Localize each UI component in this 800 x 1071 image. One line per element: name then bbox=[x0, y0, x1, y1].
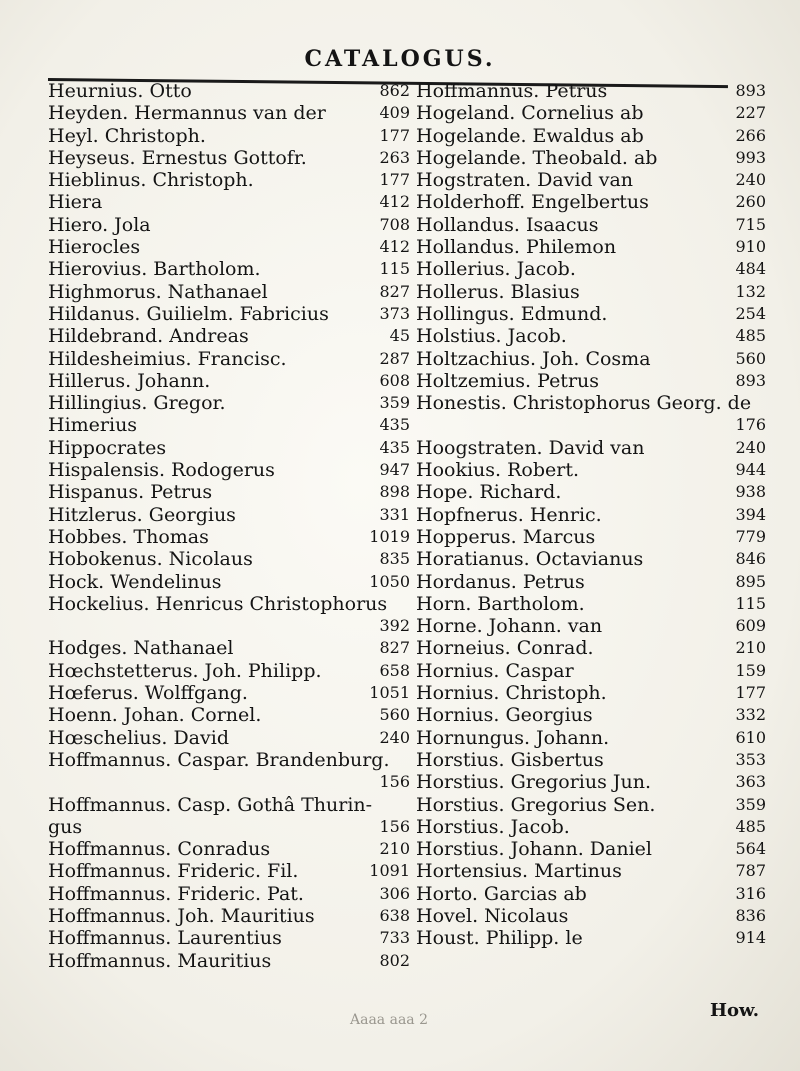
entry-name: Hispanus. Petrus bbox=[48, 481, 213, 504]
catalog-entry bbox=[48, 236, 410, 258]
entry-page-number: 159 bbox=[735, 660, 766, 680]
entry-name: Hornungus. Johann. bbox=[416, 726, 610, 749]
catalog-entry bbox=[48, 303, 410, 325]
catalog-entry bbox=[48, 281, 410, 303]
catalog-entry bbox=[416, 281, 766, 303]
page-header-title: CATALOGUS. bbox=[304, 46, 496, 72]
entry-page-number: 827 bbox=[379, 638, 410, 658]
entry-page-number: 331 bbox=[379, 504, 410, 524]
catalog-entry bbox=[48, 727, 410, 749]
left-column bbox=[48, 80, 410, 972]
entry-name: Hildebrand. Andreas bbox=[48, 325, 249, 348]
entry-name: Hogelande. Theobald. ab bbox=[416, 146, 658, 169]
entry-name: Hoenn. Johan. Cornel. bbox=[48, 704, 262, 727]
catalog-entry bbox=[48, 927, 410, 949]
entry-name: Hoffmannus. Laurentius bbox=[48, 927, 282, 950]
entry-page-number: 1019 bbox=[369, 526, 410, 546]
catalog-entry bbox=[48, 816, 410, 838]
entry-page-number: 412 bbox=[379, 192, 410, 212]
entry-name: Hopfnerus. Henric. bbox=[416, 503, 602, 526]
entry-page-number: 287 bbox=[379, 348, 410, 368]
catalog-entry bbox=[48, 392, 410, 414]
entry-name: Horneius. Conrad. bbox=[416, 637, 594, 660]
entry-name: Highmorus. Nathanael bbox=[48, 280, 268, 303]
entry-page-number: 210 bbox=[379, 839, 410, 859]
entry-page-number: 177 bbox=[379, 125, 410, 145]
catalog-entry bbox=[416, 637, 766, 659]
catalog-entry bbox=[416, 481, 766, 503]
entry-page-number: 610 bbox=[735, 727, 766, 747]
entry-page-number: 115 bbox=[379, 259, 410, 279]
catalog-entry bbox=[416, 392, 766, 414]
entry-name: Horstius. Gregorius Sen. bbox=[416, 793, 656, 816]
entry-name: Hoffmannus. Mauritius bbox=[48, 949, 272, 972]
entry-page-number: 862 bbox=[379, 81, 410, 100]
entry-name: Heyseus. Ernestus Gottofr. bbox=[48, 146, 307, 169]
entry-page-number: 802 bbox=[379, 950, 410, 970]
entry-name: Hitzlerus. Georgius bbox=[48, 503, 236, 526]
catalog-entry bbox=[416, 771, 766, 793]
catalog-entry bbox=[416, 571, 766, 593]
catalog-entry bbox=[48, 258, 410, 280]
entry-name: Horne. Johann. van bbox=[416, 615, 603, 638]
entry-name: Holtzachius. Joh. Cosma bbox=[416, 347, 651, 370]
entry-page-number: 787 bbox=[735, 861, 766, 881]
entry-page-number: 608 bbox=[379, 370, 410, 390]
entry-page-number: 658 bbox=[379, 660, 410, 680]
entry-name: Hollandus. Isaacus bbox=[416, 213, 599, 236]
entry-name: Horstius. Johann. Daniel bbox=[416, 838, 652, 861]
entry-page-number: 156 bbox=[379, 772, 410, 792]
entry-name: Houst. Philipp. le bbox=[416, 927, 583, 950]
catalog-entry bbox=[416, 258, 766, 280]
catalog-entry bbox=[416, 125, 766, 147]
entry-name: Hogstraten. David van bbox=[416, 169, 634, 192]
entry-page-number: 947 bbox=[379, 460, 410, 480]
catalog-entry bbox=[48, 214, 410, 236]
entry-name: Hœferus. Wolffgang. bbox=[48, 682, 248, 705]
catalog-entry bbox=[48, 838, 410, 860]
catalog-entry bbox=[48, 950, 410, 972]
entry-page-number: 210 bbox=[735, 638, 766, 658]
entry-name: Heyl. Christoph. bbox=[48, 124, 206, 147]
catalog-entry bbox=[48, 548, 410, 570]
entry-page-number: 893 bbox=[735, 370, 766, 390]
catalog-entry bbox=[416, 816, 766, 838]
catalog-entry bbox=[416, 102, 766, 124]
catalog-entry bbox=[416, 660, 766, 682]
catalog-entry bbox=[48, 437, 410, 459]
entry-name: Hiera bbox=[48, 191, 103, 214]
catalog-entry bbox=[48, 147, 410, 169]
catalog-entry bbox=[416, 169, 766, 191]
entry-page-number: 609 bbox=[735, 616, 766, 636]
entry-page-number: 227 bbox=[735, 103, 766, 123]
entry-page-number: 263 bbox=[379, 147, 410, 167]
entry-page-number: 332 bbox=[735, 705, 766, 725]
catalog-entry bbox=[416, 704, 766, 726]
entry-name: Hispalensis. Rodogerus bbox=[48, 459, 275, 482]
entry-name: Hock. Wendelinus bbox=[48, 570, 222, 593]
catalog-entry bbox=[416, 749, 766, 771]
catalog-entry bbox=[416, 548, 766, 570]
catalog-entry bbox=[416, 682, 766, 704]
entry-page-number: 240 bbox=[735, 437, 766, 457]
catalog-entry bbox=[48, 905, 410, 927]
entry-name: Horto. Garcias ab bbox=[416, 882, 587, 905]
entry-page-number: 306 bbox=[379, 883, 410, 903]
catalog-entry bbox=[416, 236, 766, 258]
entry-name: Hornius. Christoph. bbox=[416, 682, 607, 705]
entry-page-number: 394 bbox=[735, 504, 766, 524]
entry-name: Hœchstetterus. Joh. Philipp. bbox=[48, 659, 322, 682]
catalog-entry bbox=[416, 883, 766, 905]
entry-page-number: 156 bbox=[379, 816, 410, 836]
entry-page-number: 895 bbox=[735, 571, 766, 591]
entry-page-number: 240 bbox=[735, 170, 766, 190]
catalog-entry bbox=[48, 191, 410, 213]
catalog-entry bbox=[416, 414, 766, 436]
catalog-entry bbox=[48, 526, 410, 548]
entry-page-number: 359 bbox=[735, 794, 766, 814]
catalog-entry bbox=[48, 370, 410, 392]
entry-name: Hobbes. Thomas bbox=[48, 525, 209, 548]
entry-name: Holstius. Jacob. bbox=[416, 325, 567, 348]
entry-page-number: 260 bbox=[735, 192, 766, 212]
entry-page-number: 177 bbox=[379, 170, 410, 190]
catalog-entry bbox=[416, 147, 766, 169]
entry-page-number: 435 bbox=[379, 437, 410, 457]
entry-name: Hildesheimius. Francisc. bbox=[48, 347, 287, 370]
entry-name: gus bbox=[48, 815, 83, 838]
entry-page-number: 893 bbox=[735, 81, 766, 100]
catalog-entry bbox=[416, 905, 766, 927]
entry-name: Hoffmannus. Frideric. Pat. bbox=[48, 882, 304, 905]
entry-name: Himerius bbox=[48, 414, 138, 437]
catalog-entry bbox=[416, 303, 766, 325]
entry-name: Heurnius. Otto bbox=[48, 80, 192, 102]
catalog-entry bbox=[416, 504, 766, 526]
entry-page-number: 254 bbox=[735, 303, 766, 323]
entry-name: Hildanus. Guilielm. Fabricius bbox=[48, 302, 329, 325]
entry-name: Heyden. Hermannus van der bbox=[48, 102, 326, 125]
catalog-entry bbox=[48, 637, 410, 659]
entry-name: Hollingus. Edmund. bbox=[416, 302, 608, 325]
catalog-entry bbox=[48, 125, 410, 147]
entry-name: Holtzemius. Petrus bbox=[416, 369, 600, 392]
entry-name: Hockelius. Henricus Christophorus bbox=[48, 592, 388, 615]
entry-page-number: 392 bbox=[379, 616, 410, 636]
catalog-entry bbox=[416, 325, 766, 347]
entry-page-number: 1091 bbox=[369, 861, 410, 881]
entry-name: Hope. Richard. bbox=[416, 481, 562, 504]
entry-name: Hookius. Robert. bbox=[416, 459, 580, 482]
catalog-entry bbox=[48, 169, 410, 191]
entry-page-number: 373 bbox=[379, 303, 410, 323]
catalog-entry bbox=[416, 727, 766, 749]
catalog-entry bbox=[416, 526, 766, 548]
entry-page-number: 359 bbox=[379, 393, 410, 413]
entry-page-number: 846 bbox=[735, 549, 766, 569]
entry-name: Hogeland. Cornelius ab bbox=[416, 102, 644, 125]
entry-name: Hierovius. Bartholom. bbox=[48, 258, 261, 281]
entry-name: Honestis. Christophorus Georg. de bbox=[416, 392, 752, 415]
entry-name: Hierocles bbox=[48, 236, 141, 259]
entry-name: Hoffmannus. Frideric. Fil. bbox=[48, 860, 299, 883]
entry-page-number: 409 bbox=[379, 103, 410, 123]
catchword: How. bbox=[710, 1000, 759, 1021]
catalog-entry bbox=[416, 348, 766, 370]
catalog-entry bbox=[416, 794, 766, 816]
entry-name: Hoffmannus. Conradus bbox=[48, 838, 271, 861]
entry-name: Holderhoff. Engelbertus bbox=[416, 191, 649, 214]
entry-page-number: 485 bbox=[735, 326, 766, 346]
entry-page-number: 910 bbox=[735, 237, 766, 257]
entry-page-number: 240 bbox=[379, 727, 410, 747]
catalog-entry bbox=[416, 459, 766, 481]
entry-name: Hoogstraten. David van bbox=[416, 436, 645, 459]
catalog-entry bbox=[416, 80, 766, 102]
entry-page-number: 944 bbox=[735, 460, 766, 480]
catalog-entry bbox=[416, 437, 766, 459]
entry-name: Hopperus. Marcus bbox=[416, 525, 596, 548]
right-column bbox=[416, 80, 766, 950]
entry-page-number: 733 bbox=[379, 928, 410, 948]
entry-page-number: 266 bbox=[735, 125, 766, 145]
catalog-entry bbox=[416, 191, 766, 213]
catalog-entry bbox=[48, 749, 410, 771]
catalog-entry bbox=[48, 615, 410, 637]
catalog-entry bbox=[48, 883, 410, 905]
entry-name: Hoffmannus. Joh. Mauritius bbox=[48, 904, 315, 927]
entry-page-number: 938 bbox=[735, 482, 766, 502]
catalog-entry bbox=[48, 102, 410, 124]
entry-page-number: 412 bbox=[379, 237, 410, 257]
entry-name: Hornius. Caspar bbox=[416, 659, 574, 682]
catalog-entry bbox=[48, 80, 410, 102]
entry-name: Hoffmannus. Casp. Gothâ Thurin- bbox=[48, 793, 373, 816]
entry-page-number: 132 bbox=[735, 281, 766, 301]
entry-page-number: 564 bbox=[735, 839, 766, 859]
entry-name: Hordanus. Petrus bbox=[416, 570, 585, 593]
catalog-entry bbox=[48, 794, 410, 816]
entry-name: Horstius. Gregorius Jun. bbox=[416, 771, 652, 794]
entry-page-number: 638 bbox=[379, 905, 410, 925]
entry-name: Hippocrates bbox=[48, 436, 167, 459]
catalog-entry bbox=[416, 593, 766, 615]
entry-page-number: 836 bbox=[735, 905, 766, 925]
entry-name: Hodges. Nathanael bbox=[48, 637, 234, 660]
entry-name: Hoffmannus. Petrus bbox=[416, 80, 608, 102]
entry-page-number: 177 bbox=[735, 683, 766, 703]
entry-page-number: 45 bbox=[389, 326, 410, 346]
catalog-entry bbox=[416, 860, 766, 882]
entry-page-number: 1051 bbox=[369, 683, 410, 703]
catalog-entry bbox=[48, 481, 410, 503]
entry-page-number: 176 bbox=[735, 415, 766, 435]
entry-name: Hillerus. Johann. bbox=[48, 369, 211, 392]
entry-page-number: 484 bbox=[735, 259, 766, 279]
entry-page-number: 560 bbox=[735, 348, 766, 368]
entry-page-number: 353 bbox=[735, 749, 766, 769]
entry-page-number: 708 bbox=[379, 214, 410, 234]
entry-page-number: 835 bbox=[379, 549, 410, 569]
catalog-entry bbox=[48, 682, 410, 704]
catalog-entry bbox=[48, 593, 410, 615]
entry-page-number: 914 bbox=[735, 928, 766, 948]
catalog-entry bbox=[48, 771, 410, 793]
entry-name: Hœschelius. David bbox=[48, 726, 229, 749]
catalog-entry bbox=[48, 348, 410, 370]
entry-name: Horatianus. Octavianus bbox=[416, 548, 644, 571]
entry-name: Hillingius. Gregor. bbox=[48, 392, 226, 415]
entry-page-number: 715 bbox=[735, 214, 766, 234]
entry-name: Hollerius. Jacob. bbox=[416, 258, 576, 281]
entry-name: Hobokenus. Nicolaus bbox=[48, 548, 253, 571]
catalog-entry bbox=[48, 571, 410, 593]
entry-name: Hornius. Georgius bbox=[416, 704, 593, 727]
catalog-entry bbox=[416, 838, 766, 860]
entry-name: Hogelande. Ewaldus ab bbox=[416, 124, 644, 147]
entry-name: Horstius. Gisbertus bbox=[416, 748, 604, 771]
entry-page-number: 993 bbox=[735, 147, 766, 167]
entry-page-number: 115 bbox=[735, 593, 766, 613]
catalog-entry bbox=[48, 660, 410, 682]
catalog-entry bbox=[416, 927, 766, 949]
catalog-entry bbox=[48, 325, 410, 347]
entry-name: Hollerus. Blasius bbox=[416, 280, 580, 303]
catalog-entry bbox=[48, 860, 410, 882]
entry-page-number: 1050 bbox=[369, 571, 410, 591]
catalog-entry bbox=[416, 214, 766, 236]
catalog-entry bbox=[416, 370, 766, 392]
entry-name: Horstius. Jacob. bbox=[416, 815, 570, 838]
entry-page-number: 779 bbox=[735, 526, 766, 546]
entry-name: Hiero. Jola bbox=[48, 213, 151, 236]
entry-name: Hortensius. Martinus bbox=[416, 860, 622, 883]
entry-page-number: 316 bbox=[735, 883, 766, 903]
catalog-entry bbox=[416, 615, 766, 637]
entry-page-number: 560 bbox=[379, 705, 410, 725]
entry-name: Hovel. Nicolaus bbox=[416, 904, 569, 927]
catalog-entry bbox=[48, 504, 410, 526]
entry-page-number: 363 bbox=[735, 772, 766, 792]
entry-name: Hollandus. Philemon bbox=[416, 236, 617, 259]
entry-name: Hieblinus. Christoph. bbox=[48, 169, 254, 192]
entry-page-number: 485 bbox=[735, 816, 766, 836]
catalog-entry bbox=[48, 414, 410, 436]
entry-page-number: 898 bbox=[379, 482, 410, 502]
entry-page-number: 435 bbox=[379, 415, 410, 435]
catalog-entry bbox=[48, 459, 410, 481]
entry-name: Hoffmannus. Caspar. Brandenburg. bbox=[48, 748, 390, 771]
catalog-entry bbox=[48, 704, 410, 726]
entry-page-number: 827 bbox=[379, 281, 410, 301]
entry-name: Horn. Bartholom. bbox=[416, 592, 585, 615]
signature-mark: Aaaa aaa 2 bbox=[350, 1012, 428, 1028]
